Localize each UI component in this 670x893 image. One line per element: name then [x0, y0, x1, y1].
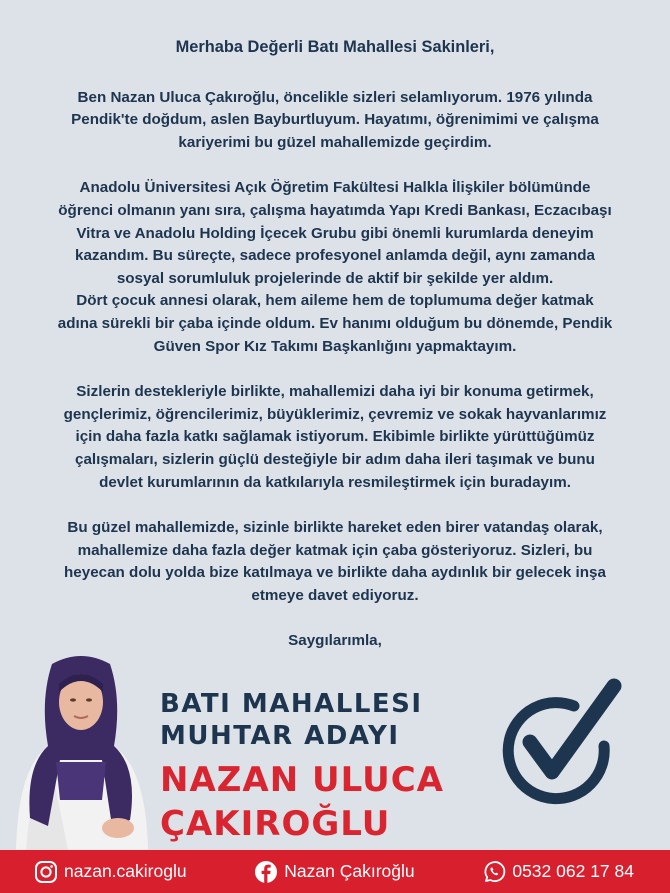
campaign-title-block — [160, 688, 444, 846]
facebook-icon — [254, 860, 278, 884]
candidate-name-last: ÇAKIROĞLU — [160, 804, 391, 844]
candidacy-title: MUHTAR ADAYI — [160, 721, 400, 751]
instagram-handle: nazan.cakiroglu — [64, 861, 187, 881]
letter-paragraph-3 — [20, 381, 650, 494]
letter-line: kariyerimi bu güzel mahallemizde geçirdim. — [178, 133, 492, 151]
phone-contact[interactable] — [482, 860, 634, 884]
letter-line: kazandım. Bu süreçte, sadece profesyonel anlamda değil, aynı zamanda — [75, 247, 595, 265]
neighborhood-title: BATI MAHALLESI — [160, 689, 423, 719]
facebook-contact[interactable] — [254, 860, 414, 884]
facebook-name: Nazan Çakıroğlu — [284, 861, 415, 881]
letter-line: Güven Spor Kız Takımı Başkanlığını yapmaktayım. — [153, 337, 517, 355]
letter-line: için daha fazla katkı sağlamak istiyorum. Ekibimle birlikte yürüttüğümüz — [75, 428, 595, 446]
phone-number: 0532 062 17 84 — [512, 861, 634, 881]
contact-footer — [0, 850, 670, 893]
letter-line: devlet kurumlarının da katkılarıyla resmileştirmek için buradayım. — [99, 473, 571, 491]
letter-paragraph-4 — [20, 517, 650, 607]
letter-line: adına sürekli bir çaba içinde oldum. Ev hanımı olduğum bu dönemde, Pendik — [57, 314, 613, 332]
letter-greeting: Merhaba Değerli Batı Mahallesi Sakinleri, — [175, 38, 495, 56]
letter-line: mahallemize daha fazla değer katmak için çaba gösteriyoruz. Sizleri, bu — [77, 541, 593, 559]
letter-paragraph-2 — [20, 177, 650, 358]
checkmark-circle-icon — [492, 676, 622, 806]
phone-icon — [482, 860, 506, 884]
letter-line: heyecan dolu yolda bize katılmaya ve birlikte daha aydınlık bir gelecek inşa — [64, 564, 606, 582]
instagram-icon — [34, 860, 58, 884]
candidate-portrait — [6, 650, 156, 850]
letter-line: Ben Nazan Uluca Çakıroğlu, öncelikle sizleri selamlıyorum. 1976 yılında — [77, 88, 593, 106]
letter-line: Vitra ve Anadolu Holding İçecek Grubu gibi önemli kurumlarda deneyim — [76, 224, 594, 242]
letter-line: Bu güzel mahallemizde, sizinle birlikte hareket eden birer vatandaş olarak, — [67, 519, 603, 537]
letter-line: çalışmaları, sizlerin güçlü desteğiyle bir adım daha ileri taşımak ve bunu — [75, 450, 595, 468]
letter-line: etmeye davet ediyoruz. — [251, 586, 419, 604]
candidate-name-first: NAZAN ULUCA — [160, 760, 444, 800]
letter-paragraph-1 — [20, 87, 650, 155]
letter-closing: Saygılarımla, — [288, 632, 382, 650]
letter-line: sosyal sorumluluk projelerinde de aktif bir şekilde yer aldım. — [116, 269, 554, 287]
campaign-letter — [20, 36, 650, 668]
letter-line: öğrenci olmanın yanı sıra, çalışma hayatımda Yapı Kredi Bankası, Eczacıbaşı — [58, 201, 612, 219]
letter-line: Sizlerin destekleriyle birlikte, mahallemizi daha iyi bir konuma getirmek, — [76, 383, 594, 401]
letter-line: Pendik'te doğdum, aslen Bayburtluyum. Hayatımı, öğrenimimi ve çalışma — [71, 111, 599, 129]
letter-line: gençlerimiz, öğrencilerimiz, büyüklerimiz, çevremiz ve sokak hayvanlarımız — [63, 405, 607, 423]
letter-line: Dört çocuk annesi olarak, hem aileme hem de toplumuma değer katmak — [76, 292, 594, 310]
instagram-contact[interactable] — [34, 860, 187, 884]
letter-line: Anadolu Üniversitesi Açık Öğretim Fakültesi Halkla İlişkiler bölümünde — [79, 179, 591, 197]
